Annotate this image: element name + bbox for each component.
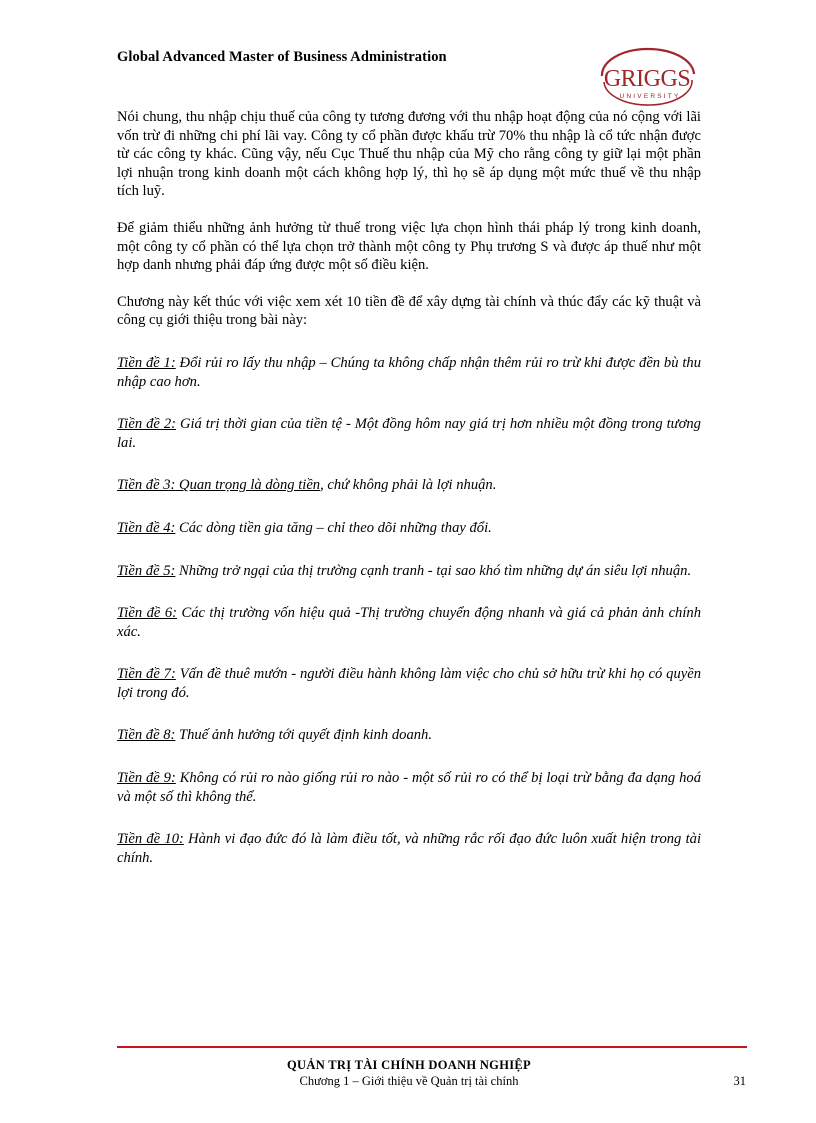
premise-label: Tiền đề 6: — [117, 605, 177, 622]
premise-label: Tiền đề 4: — [117, 519, 176, 536]
footer-divider — [117, 1046, 747, 1048]
page-number: 31 — [733, 1074, 746, 1088]
premise-label: Tiền đề 1: — [117, 354, 176, 371]
premise-6 — [117, 604, 701, 641]
premise-10 — [117, 830, 701, 867]
paragraph-s-corporation: Để giảm thiểu những ảnh hưởng từ thuế trong việc lựa chọn hình thái pháp lý trong kinh doanh, một công ty cổ phần có thể lựa chọn trở thành một công ty Phụ trương S và được áp thuế như một hợp danh nhưng phải đáp ứng được một số điều kiện. — [117, 219, 701, 274]
premise-underlined-text: Quan trọng là dòng tiền — [175, 477, 321, 494]
footer-chapter-title: Chương 1 – Giới thiệu về Quản trị tài chính — [299, 1074, 519, 1088]
paragraph-ten-premises-intro: Chương này kết thúc với việc xem xét 10 tiền đề để xây dựng tài chính và thúc đẩy các kỹ thuật và công cụ giới thiệu trong bài này: — [117, 293, 701, 329]
premise-3 — [117, 476, 701, 495]
logo-wordmark: GRIGGS — [603, 66, 691, 92]
premise-text: Thuế ảnh hưởng tới quyết định kinh doanh. — [175, 727, 432, 744]
paragraph-taxable-income: Nói chung, thu nhập chịu thuế của công ty tương đương với thu nhập hoạt động của nó cộng với lãi vốn trừ đi những chi phí lãi vay. Công ty cổ phần được khấu trừ 70% thu nhập là cổ tức nhận được từ các công ty khác. Cũng vậy, nếu Cục Thuế thu nhập của Mỹ cho rằng công ty giữ lại một phần lợi nhuận trong kinh doanh một cách không hợp lý, thì họ sẽ áp dụng một mức thuế về thu nhập tích luỹ. — [117, 109, 701, 200]
premise-text: Các thị trường vốn hiệu quả -Thị trường chuyển động nhanh và giá cả phản ảnh chính xác. — [117, 605, 701, 640]
premise-2 — [117, 415, 701, 452]
premise-text: Hành vi đạo đức đó là làm điều tốt, và những rắc rối đạo đức luôn xuất hiện trong tài chính. — [117, 831, 701, 866]
premise-1 — [117, 354, 701, 391]
premise-label: Tiền đề 2: — [117, 416, 176, 433]
premise-label: Tiền đề 5: — [117, 562, 176, 579]
logo-subtext: UNIVERSITY — [619, 93, 681, 100]
premise-text: Đổi rủi ro lấy thu nhập – Chúng ta không chấp nhận thêm rủi ro trừ khi được đền bù thu nhập cao hơn. — [117, 354, 701, 390]
premise-text: Vấn đề thuê mướn - người điều hành không làm việc cho chủ sở hữu trừ khi họ có quyền lợi trong đó. — [117, 666, 701, 701]
document-header-title: Global Advanced Master of Business Administration — [117, 49, 447, 65]
premise-text: Không có rủi ro nào giống rủi ro nào - một số rủi ro có thể bị loại trừ bằng đa dạng hoá và một số thì không thể. — [117, 770, 701, 805]
premise-label: Tiền đề 9: — [117, 770, 176, 787]
premise-label: Tiền đề 8: — [117, 727, 176, 744]
premise-text: Các dòng tiền gia tăng – chỉ theo dõi những thay đổi. — [175, 519, 492, 536]
premise-label: Tiền đề 7: — [117, 666, 176, 683]
premise-7 — [117, 665, 701, 702]
griggs-university-logo — [590, 46, 705, 106]
premise-text: , chứ không phải là lợi nhuận. — [320, 477, 497, 494]
body-content — [117, 108, 701, 891]
premise-text: Những trở ngại của thị trường cạnh tranh - tại sao khó tìm những dự án siêu lợi nhuận. — [175, 562, 692, 579]
premise-text: Giá trị thời gian của tiền tệ - Một đồng hôm nay giá trị hơn nhiều một đồng trong tương lai. — [117, 416, 701, 451]
premise-4 — [117, 519, 701, 538]
premise-label: Tiền đề 3: — [117, 477, 176, 494]
footer-course-title: QUẢN TRỊ TÀI CHÍNH DOANH NGHIỆP — [287, 1058, 531, 1072]
premise-label: Tiền đề 10: — [117, 831, 184, 848]
premise-8 — [117, 726, 701, 745]
premise-9 — [117, 769, 701, 806]
premise-5 — [117, 562, 701, 581]
